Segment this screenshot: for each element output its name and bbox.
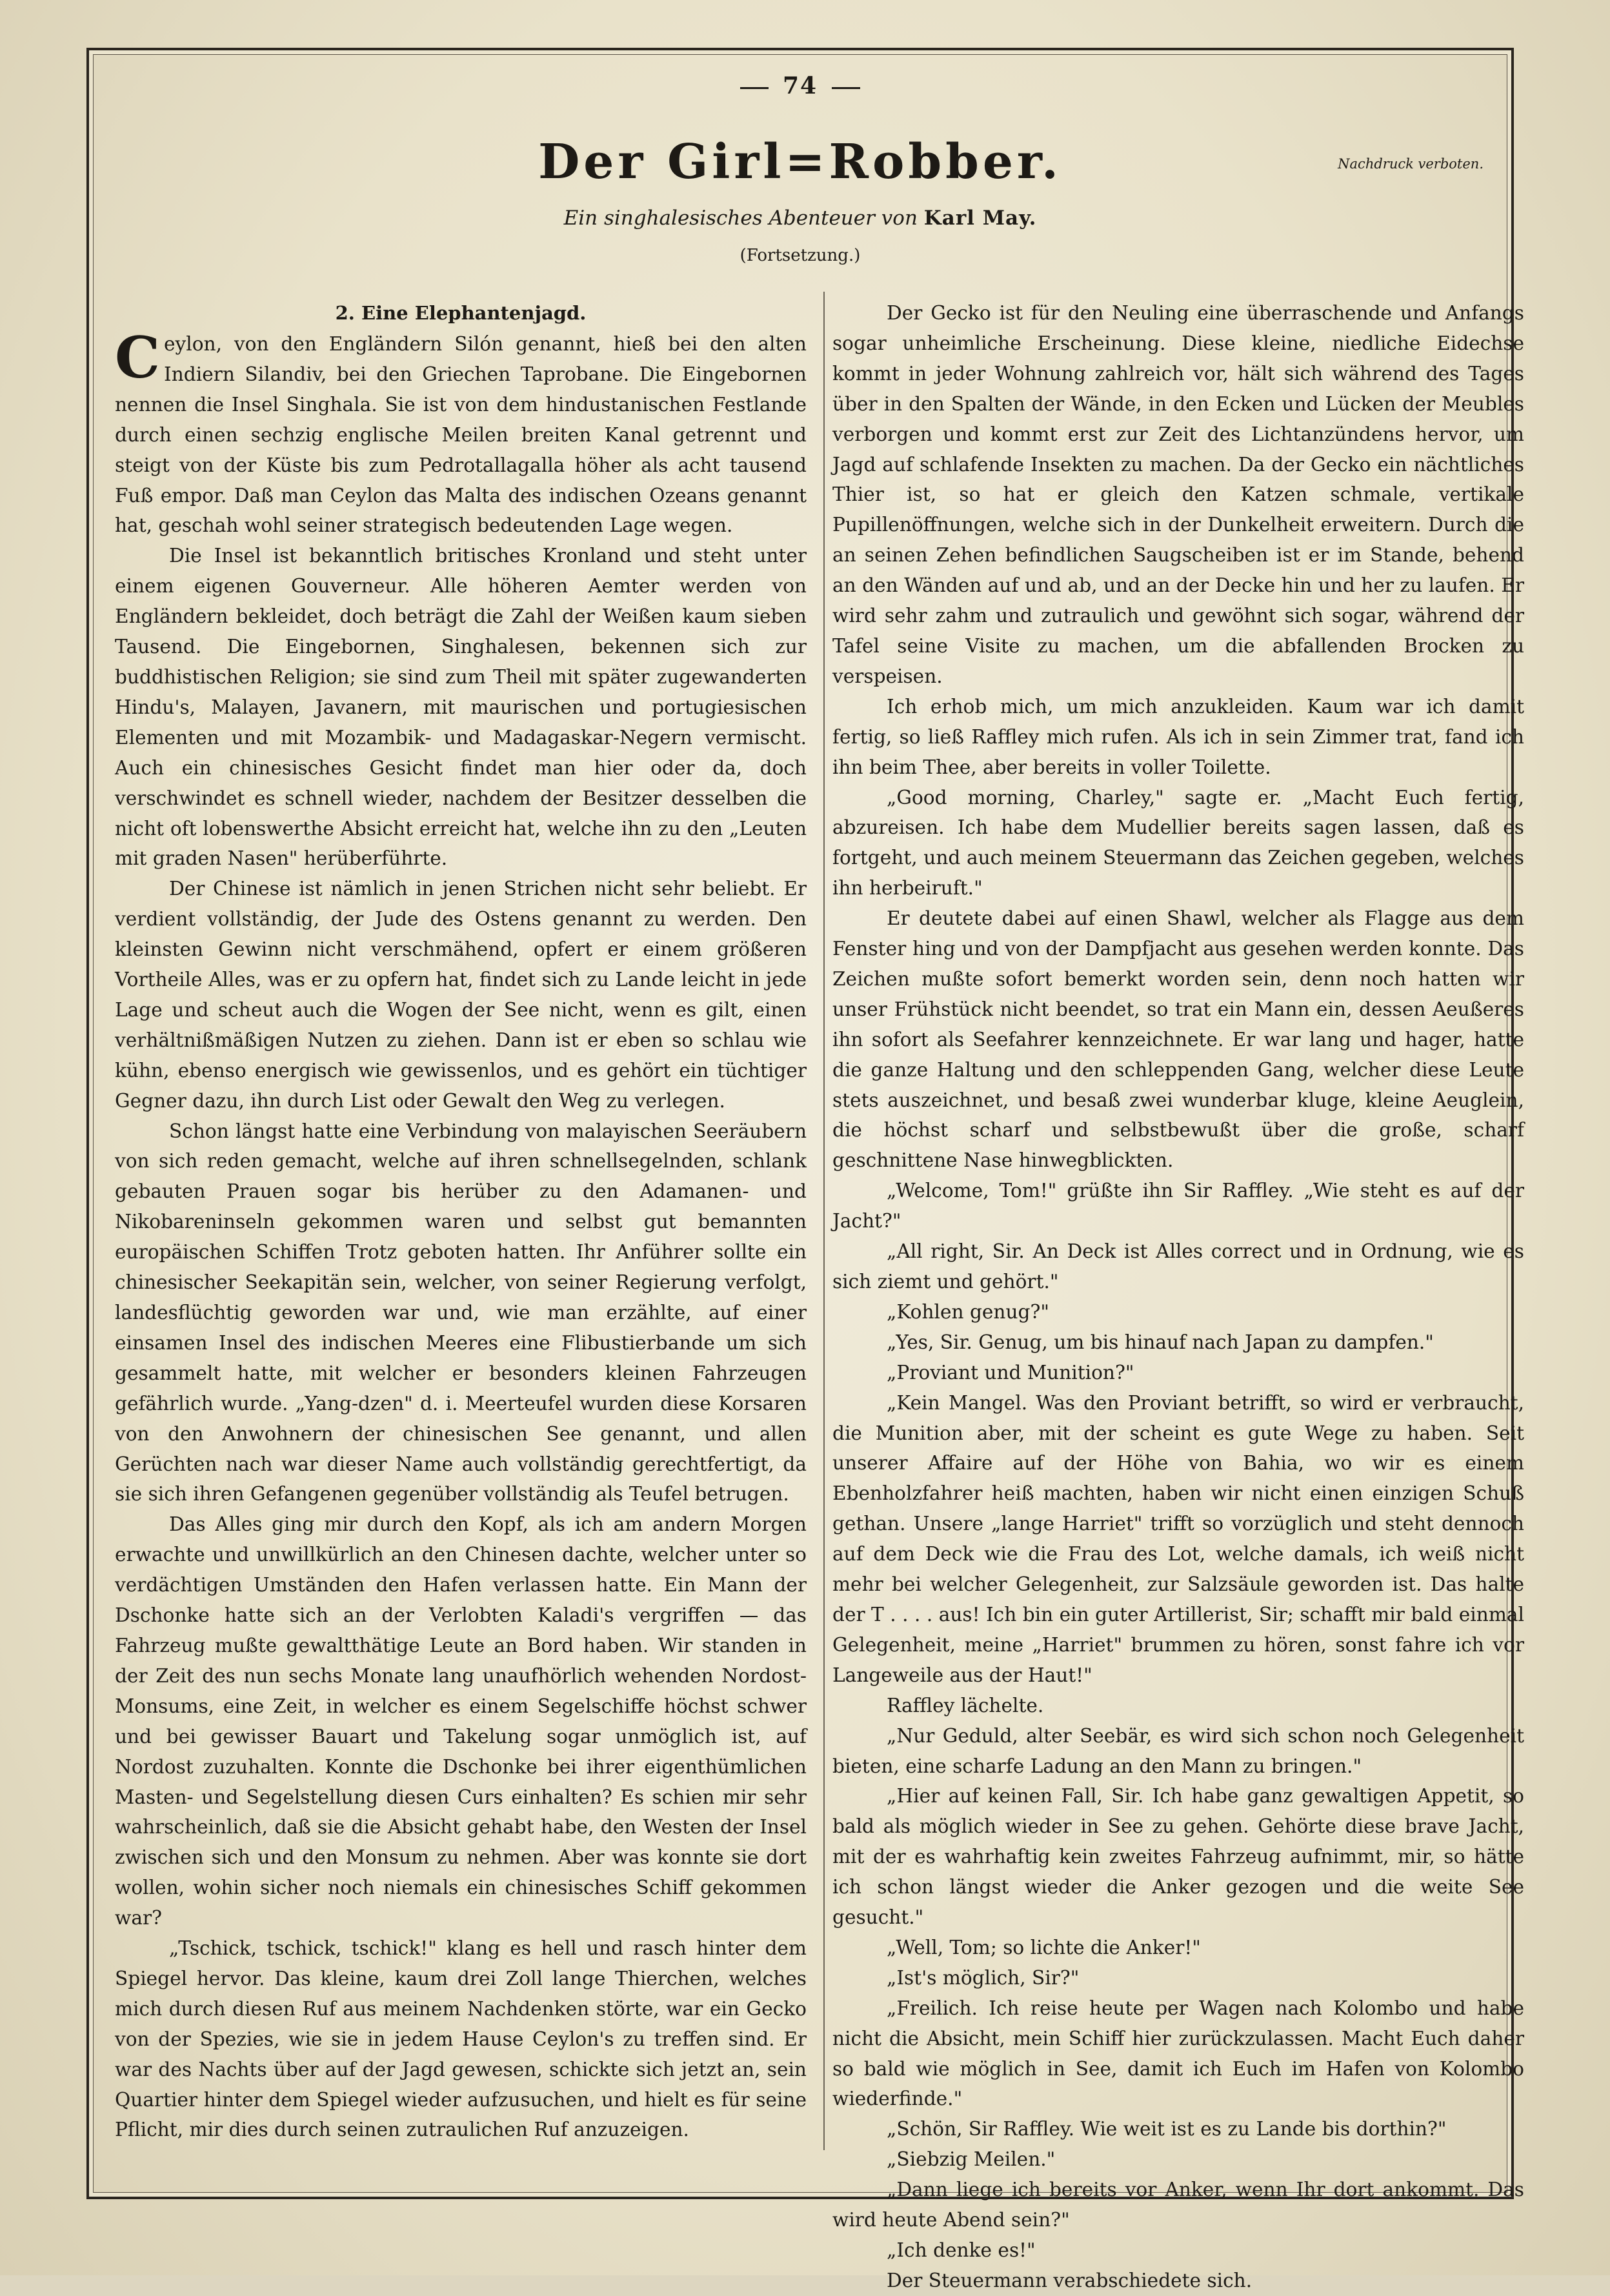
paragraph: „Siebzig Meilen.": [887, 2148, 1056, 2171]
paragraph: „Schön, Sir Raffley. Wie weit ist es zu Lande bis dorthin?": [887, 2118, 1447, 2140]
paragraph: „Hier auf keinen Fall, Sir. Ich habe ganz gewaltigen Appetit, so bald als möglich wieder in See zu gehen. Gehörte diese brave Jacht, mit der es wahrhaftig kein zweites Fahrzeug aufnimmt, mir, so hätte ich schon längst wieder die Anker gezogen und die weite See gesucht.": [832, 1785, 1524, 1929]
left-column: [115, 298, 807, 2145]
paragraph: Raffley lächelte.: [887, 1694, 1044, 1717]
dash-left: [740, 87, 769, 89]
reprint-note: Nachdruck verboten.: [1338, 156, 1484, 172]
paragraph: „Nur Geduld, alter Seebär, es wird sich schon noch Gelegenheit bieten, eine scharfe Ladung an den Mann zu bringen.": [832, 1724, 1524, 1777]
article-subtitle: [90, 206, 1510, 230]
paragraph: „Freilich. Ich reise heute per Wagen nach Kolombo und habe nicht die Absicht, mein Schiff hier zurückzulassen. Macht Euch daher so bald wie möglich in See, damit ich Euch im Hafen von Kolombo wiederfinde.": [832, 1997, 1524, 2110]
column-divider: [823, 292, 825, 2150]
paragraph: „Dann liege ich bereits vor Anker, wenn Ihr dort ankommt. Das wird heute Abend sein?": [832, 2179, 1524, 2231]
paragraph: Das Alles ging mir durch den Kopf, als ich am andern Morgen erwachte und unwillkürlich an den Chinesen dachte, welcher unter so verdächtigen Umständen den Hafen verlassen hatte. Ein Mann der Dschonke hatte sich an der Verlobten Kaladi's vergriffen — das Fahrzeug mußte gewaltthätige Leute an Bord haben. Wir standen in der Zeit des nun sechs Monate lang unaufhörlich wehenden Nordost-Monsums, eine Zeit, in welcher es einem Segelschiffe höchst schwer und bei gewisser Bauart und Takelung sogar unmöglich ist, auf Nordost zuzuhalten. Konnte die Dschonke bei ihrer eigenthümlichen Masten- und Segelstellung diesen Curs einhalten? Es schien mir sehr wahrscheinlich, daß sie die Absicht gehabt habe, den Westen der Insel zwischen sich und den Monsum zu nehmen. Aber was konnte sie dort wollen, wohin sicher noch niemals ein chinesisches Schiff gekommen war?: [115, 1513, 807, 1929]
article-title: Der Girl=Robber.: [538, 134, 1062, 190]
paragraph-text: eylon, von den Engländern Silón genannt, hieß bei den alten Indiern Silandiv, bei den Griechen Taprobane. Die Eingebornen nennen die Insel Singhala. Sie ist von dem hindustanischen Festlande durch einen sechzig englische Meilen breiten Kanal getrennt und steigt von der Küste bis zum Pedrotallagalla höher als acht tausend Fuß empor. Daß man Ceylon das Malta des indischen Ozeans genannt hat, geschah wohl seiner strategisch bedeutenden Lage wegen.: [115, 333, 807, 537]
paragraph: „Tschick, tschick, tschick!" klang es hell und rasch hinter dem Spiegel hervor. Das kleine, kaum drei Zoll lange Thierchen, welches mich durch diesen Ruf aus meinem Nachdenken störte, war ein Gecko von der Spezies, wie sie in jedem Hause Ceylon's zu treffen sind. Er war des Nachts über auf der Jagd gewesen, schickte sich jetzt an, sein Quartier hinter dem Spiegel wieder aufzusuchen, und hielt es für seine Pflicht, mir dies durch seinen zutraulichen Ruf anzuzeigen.: [115, 1937, 807, 2141]
paragraph: [115, 324, 807, 541]
paragraph: Er deutete dabei auf einen Shawl, welcher als Flagge aus dem Fenster hing und von der Dampfjacht aus gesehen werden konnte. Das Zeichen mußte sofort bemerkt worden sein, denn noch hatten wir unser Frühstück nicht beendet, so trat ein Mann ein, dessen Aeußeres ihn sofort als Seefahrer kennzeichnete. Er war lang und hager, hatte die ganze Haltung und den schleppenden Gang, welcher diese Leute stets auszeichnet, und besaß zwei wunderbar kluge, kleine Aeuglein, die höchst scharf und selbstbewußt über die große, scharf geschnittene Nase hinwegblickten.: [832, 907, 1524, 1172]
paragraph: Der Steuermann verabschiedete sich.: [887, 2269, 1253, 2291]
page-number-text: 74: [782, 72, 818, 99]
paragraph: „Ich denke es!": [887, 2239, 1036, 2261]
right-column: [832, 298, 1524, 2296]
paragraph: „All right, Sir. An Deck ist Alles correct und in Ordnung, wie es sich ziemt und gehört.": [832, 1240, 1524, 1293]
paragraph: „Kein Mangel. Was den Proviant betrifft, so wird er verbraucht, die Munition aber, mit der scheint es gute Wege zu haben. Seit unserer Affaire auf der Höhe von Bahia, wo wir es einem Ebenholzfahrer heiß machten, haben wir nicht einen einzigen Schuß gethan. Unsere „lange Harriet" trifft so vorzüglich und steht dennoch auf dem Deck wie die Frau des Lot, welche damals, ich weiß nicht mehr bei welcher Gelegenheit, zur Salzsäule geworden ist. Das halte der T . . . . aus! Ich bin ein guter Artillerist, Sir; schafft mir bald einmal Gelegenheit, meine „Harriet" brummen zu hören, sonst fahre ich vor Langeweile aus der Haut!": [832, 1391, 1524, 1686]
subtitle-text: Ein singhalesisches Abenteuer von: [563, 206, 918, 230]
paragraph: Die Insel ist bekanntlich britisches Kronland und steht unter einem eigenen Gouverneur. Alle höheren Aemter werden von Engländern bekleidet, doch beträgt die Zahl der Weißen kaum sieben Tausend. Die Eingebornen, Singhalesen, bekennen sich zur buddhistischen Religion; sie sind zum Theil mit später zugewanderten Hindu's, Malayen, Javanern, mit maurischen und portugiesischen Elementen und mit Mozambik- und Madagaskar-Negern vermischt. Auch ein chinesisches Gesicht findet man hier oder da, doch verschwindet es schnell wieder, nachdem der Besitzer desselben die nicht oft lobenswerthe Absicht erreicht hat, welche ihn zu den „Leuten mit graden Nasen" herüberführte.: [115, 545, 807, 870]
paragraph: „Ist's möglich, Sir?": [887, 1966, 1080, 1989]
paragraph: „Well, Tom; so lichte die Anker!": [887, 1936, 1201, 1959]
paragraph: „Proviant und Munition?": [887, 1361, 1134, 1384]
paragraph: Der Gecko ist für den Neuling eine überraschende und Anfangs sogar unheimliche Erscheinung. Diese kleine, niedliche Eidechse kommt in jeder Wohnung zahlreich vor, hält sich während des Tages über in den Spalten der Wände, in den Ecken und Lücken der Meubles verborgen und kommt erst zur Zeit des Lichtanzündens hervor, um Jagd auf schlafende Insekten zu machen. Da der Gecko ein nächtliches Thier ist, so hat er gleich den Katzen schmale, vertikale Pupillenöffnungen, welche sich in der Dunkelheit erweitern. Durch die an seinen Zehen befindlichen Saugscheiben ist er im Stande, behend an den Wänden auf und ab, und an der Decke hin und her zu laufen. Er wird sehr zahm und zutraulich und gewöhnt sich sogar, während der Tafel seine Visite zu machen, um die abfallenden Brocken zu verspeisen.: [832, 302, 1524, 687]
paragraph: „Good morning, Charley," sagte er. „Macht Euch fertig, abzureisen. Ich habe dem Mudellier bereits sagen lassen, daß es fortgeht, und auch meinem Steuermann das Zeichen gegeben, welches ihn herbeiruft.": [832, 786, 1524, 900]
section-heading: 2. Eine Elephantenjagd.: [335, 302, 587, 324]
page-number: [726, 72, 874, 99]
paragraph: Ich erhob mich, um mich anzukleiden. Kaum war ich damit fertig, so ließ Raffley mich rufen. Als ich in sein Zimmer trat, fand ich ihn beim Thee, aber bereits in voller Toilette.: [832, 695, 1524, 778]
paragraph: „Yes, Sir. Genug, um bis hinauf nach Japan zu dampfen.": [887, 1331, 1434, 1353]
paragraph: „Welcome, Tom!" grüßte ihn Sir Raffley. „Wie steht es auf der Jacht?": [832, 1180, 1524, 1233]
paragraph: „Kohlen genug?": [887, 1300, 1049, 1323]
author-name: Karl May.: [923, 206, 1037, 230]
continuation-note: (Fortsetzung.): [740, 246, 861, 265]
paragraph: Der Chinese ist nämlich in jenen Strichen nicht sehr beliebt. Er verdient vollständig, der Jude des Ostens genannt zu werden. Den kleinsten Gewinn nicht verschmähend, opfert er einem größeren Vortheile Alles, was er zu opfern hat, findet sich zu Lande leicht in jede Lage und scheut auch die Wogen der See nicht, wenn es gilt, einen verhältnißmäßigen Nutzen zu ziehen. Dann ist er eben so schlau wie kühn, ebenso energisch wie gewissenlos, und es gehört ein tüchtiger Gegner dazu, ihn durch List oder Gewalt den Weg zu verlegen.: [115, 878, 807, 1112]
paragraph: Schon längst hatte eine Verbindung von malayischen Seeräubern von sich reden gemacht, welche auf ihren schnellsegelnden, schlank gebauten Prauen sogar bis herüber zu den Adamanen- und Nikobareninseln gekommen waren und selbst gut bemannten europäischen Schiffen Trotz geboten hatten. Ihr Anführer sollte ein chinesischer Seekapitän sein, welcher, von seiner Regierung verfolgt, landesflüchtig geworden war und, wie man erzählte, auf einer einsamen Insel des indischen Meeres eine Flibustierbande um sich gesammelt hatte, mit welcher er besonders kleinen Fahrzeugen gefährlich wurde. „Yang-dzen" d. i. Meerteufel wurden diese Korsaren von den Anwohnern der chinesischen See genannt, und allen Gerüchten nach war dieser Name auch vollständig gerechtfertigt, da sie sich ihren Gefangenen gegenüber vollständig als Teufel betrugen.: [115, 1120, 807, 1505]
dash-right: [832, 87, 860, 89]
drop-cap: C: [115, 324, 161, 391]
page-header: [90, 72, 1510, 99]
